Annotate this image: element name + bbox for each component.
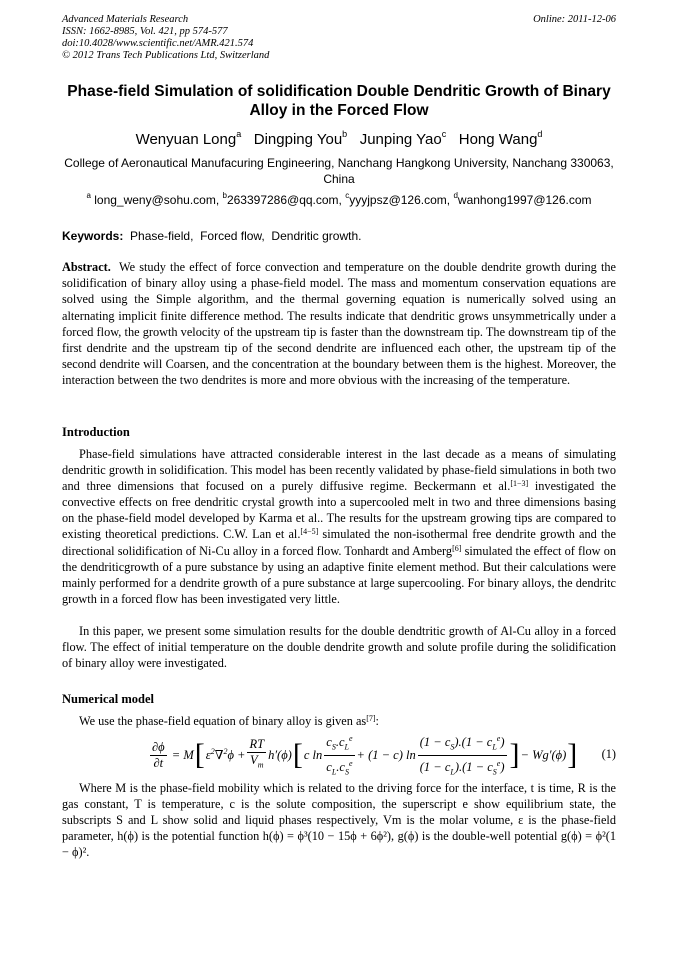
abstract-label: Abstract.: [62, 260, 111, 274]
citation[interactable]: [1−3]: [510, 479, 529, 489]
numerical-paragraph-2: Where M is the phase-field mobility which is related to the driving force for the interface, t is time, R is the gas constant, T is temperature, c is the solute composition, the superscript e show equilibrium state, the subscripts S and L show solid and liquid phases respectively, Vm is the molar volume, ε is the phase-field parameter, h(ϕ) is the potential function h(ϕ) = ϕ³(10 − 15ϕ + 6ϕ²), g(ϕ) is the double-well potential g(ϕ) = ϕ²(1 − ϕ)².: [62, 781, 616, 860]
abstract-text: We study the effect of force convection and temperature on the double dendrite growth during the solidification of binary alloy using a phase-field model. The mass and momentum conservation equations are solved using the Simple algorithm, and the thermal governing equation is numerically solved using an alternating implicit finite difference method. The results indicate that dendritic grows unsymmetrically under a forced flow, the growth velocity of the upstream tip is faster than the downstream tip. The downstream tip of the first dendrite and the upstream tip of the second dendrite are influenced each other, the upstream tip of the second dendrite will Coarsen, and the concentration at the boundary between them is the highest. Moreover, the interaction between the two dendrites is more and more obvious with the increasing of the temperature.: [62, 260, 616, 388]
email[interactable]: $^b$263397286@qq.com,: [222, 191, 342, 207]
intro-paragraph-2: In this paper, we present some simulation results for the double dendtritic growth of Al-Cu alloy in a forced flow. The effect of initial temperature on the double dendrite growth and solute profile during the solidification of binary alloy were investigated.: [62, 624, 616, 671]
keywords-text: Phase-field, Forced flow, Dendritic growth.: [123, 229, 362, 243]
paper-title: Phase-field Simulation of solidification Double Dendritic Growth of Binary Alloy in the Forced Flow: [67, 83, 611, 119]
copyright: © 2012 Trans Tech Publications Ltd, Switzerland: [62, 50, 270, 61]
email[interactable]: $^a$ long_weny@sohu.com,: [86, 191, 220, 207]
keywords-label: Keywords:: [62, 229, 124, 243]
introduction-heading: Introduction: [62, 425, 130, 439]
numerical-model-heading: Numerical model: [62, 692, 154, 706]
issn: ISSN: 1662-8985, Vol. 421, pp 574-577: [62, 26, 228, 37]
author: Wenyuan Long$^a$: [135, 129, 242, 148]
citation[interactable]: [4−5]: [300, 527, 319, 537]
citation[interactable]: [6]: [452, 543, 462, 553]
email[interactable]: $^d$wanhong1997@126.com: [453, 191, 592, 207]
email[interactable]: $^c$yyyjpsz@126.com,: [345, 191, 451, 207]
online-date: Online: 2011-12-06: [533, 14, 616, 25]
keywords: [62, 229, 361, 243]
journal-name: Advanced Materials Research: [62, 14, 189, 25]
author: Hong Wang$^d$: [458, 129, 543, 148]
email-list: [62, 193, 616, 207]
affiliation: College of Aeronautical Manufacuring Engineering, Nanchang Hangkong University, Nanchang 330063, China: [64, 156, 614, 186]
phase-field-equation: [62, 735, 616, 775]
equation-body: $\frac{\partial\phi}{\partial t}$ = M [ $\varepsilon^2\nabla^2\phi$ + $\frac{RT}{V_m}$ h′(ϕ) [ c ln $\frac{c_S.c_L^e}{c_L.c_S^e}$ + (1 − c) ln $\frac{(1 - c_S).(1 - c_L^e)}{(1 - c_L).(1 - c_S^e)}$ ] − Wg′(ϕ) ]: [148, 735, 578, 775]
doi: doi:10.4028/www.scientific.net/AMR.421.574: [62, 38, 254, 49]
intro-paragraph-1: Phase-field simulations have attracted considerable interest in the last decade as a means of simulating dendritic growth in solidification. This model has been recently validated by phase-field simulations in both two and three dimensions that focused on a purely diffusive regime. Beckermann et al.[1−3] investigated the convective effects on free dendritic crystal growth into a supercooled melt in two and three dimensions basing on the phase-field model developed by Karma et al.. The results for the upstream growing tips are compared to existing theoretical predictions. C.W. Lan et al.[4−5] simulated the non-isothermal free dendrite growth and the directional solidification of Ni-Cu alloy in a forced flow. Tonhardt and Amberg[6] simulated the effect of flow on the dendriticgrowth of a pure substance by using an adaptive finite element method. But their calculations were mainly performed for a dendrite growth of a pure substance at large supercooling. For binary alloys, the dendritc growth in a forced flow has been investigated very little.: [62, 447, 617, 606]
journal-metadata: [62, 14, 269, 62]
abstract: [62, 259, 616, 389]
numerical-paragraph-1: We use the phase-field equation of binary alloy is given as[7]:: [79, 714, 379, 728]
author-list: [62, 131, 616, 148]
equation-number: (1): [601, 747, 616, 761]
citation[interactable]: [7]: [366, 714, 376, 723]
author: Dingping You$^b$: [253, 129, 348, 148]
author: Junping Yao$^c$: [359, 129, 447, 148]
